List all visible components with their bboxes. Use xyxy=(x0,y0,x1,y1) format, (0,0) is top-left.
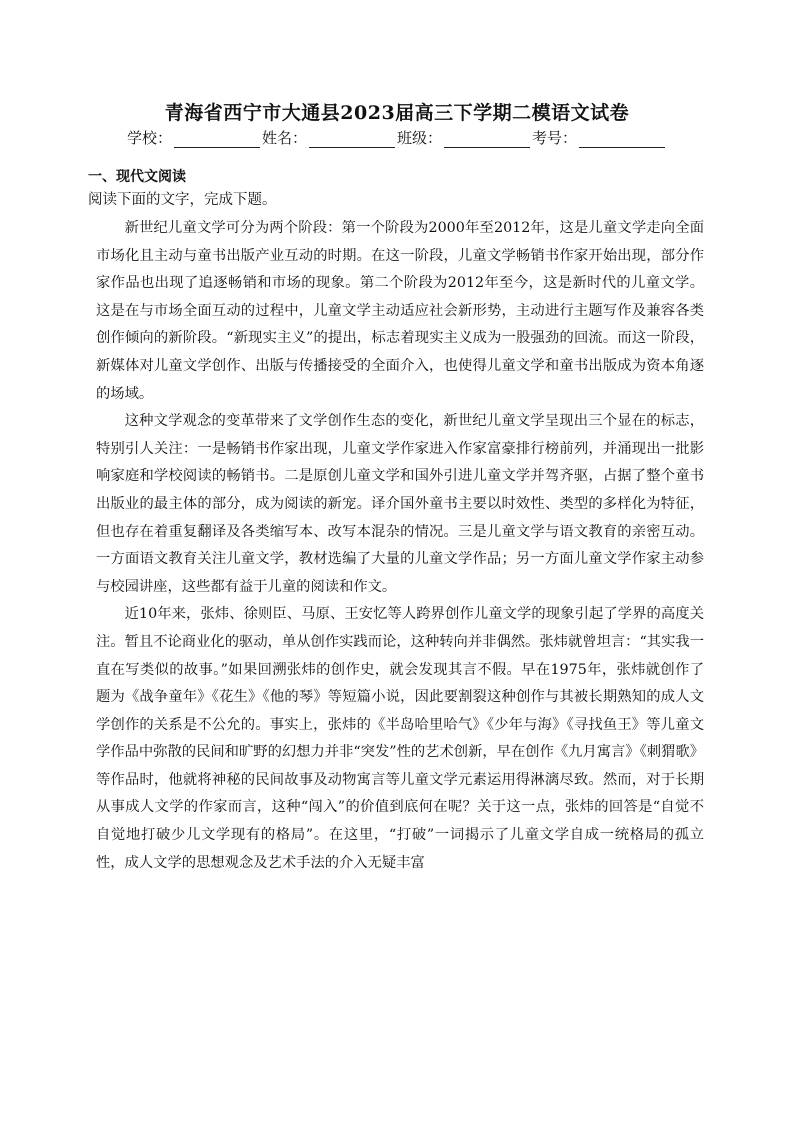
section-heading: 一、现代文阅读 xyxy=(88,169,186,185)
reading-passage xyxy=(96,215,704,877)
school-blank xyxy=(174,131,260,148)
exam-number-blank xyxy=(579,131,665,148)
name-field xyxy=(262,127,397,148)
class-field xyxy=(397,127,532,148)
class-blank xyxy=(444,131,530,148)
name-blank xyxy=(309,131,395,148)
school-label: 学校： xyxy=(126,129,172,147)
exam-title: 青海省西宁市大通县2023届高三下学期二模语文试卷 xyxy=(164,102,630,124)
exam-number-label: 考号： xyxy=(532,129,578,147)
class-label: 班级： xyxy=(397,129,443,147)
passage-paragraph-3: 近10年来，张炜、徐则臣、马原、王安忆等人跨界创作儿童文学的现象引起了学界的高度关注。暂且不论商业化的驱动，单从创作实践而论，这种转向并非偶然。张炜就曾坦言：“其实我一直在写类似的故事。”如果回溯张炜的创作史，就会发现其言不假。早在1975年，张炜就创作了题为《战争童年》《花生》《他的琴》等短篇小说，因此要割裂这种创作与其被长期熟知的成人文学创作的关系是不公允的。事实上，张炜的《半岛哈里哈气》《少年与海》《寻找鱼王》等儿童文学作品中弥散的民间和旷野的幻想力并非“突发”性的艺术创新，早在创作《九月寓言》《刺猬歌》等作品时，他就将神秘的民间故事及动物寓言等儿童文学元素运用得淋漓尽致。然而，对于长期从事成人文学的作家而言，这种“闯入”的价值到底何在呢？关于这一点，张炜的回答是“自觉不自觉地打破少儿文学现有的格局”。在这里，“打破”一词揭示了儿童文学自成一统格局的孤立性，成人文学的思想观念及艺术手法的介入无疑丰富 xyxy=(96,606,704,871)
passage-paragraph-1: 新世纪儿童文学可分为两个阶段：第一个阶段为2000年至2012年，这是儿童文学走向全面市场化且主动与童书出版产业互动的时期。在这一阶段，儿童文学畅销书作家开始出现，部分作家作品也出现了追逐畅销和市场的现象。第二个阶段为2012年至今，这是新时代的儿童文学。这是在与市场全面互动的过程中，儿童文学主动适应社会新形势，主动进行主题写作及兼容各类创作倾向的新阶段。“新现实主义”的提出，标志着现实主义成为一股强劲的回流。而这一阶段，新媒体对儿童文学创作、出版与传播接受的全面介入，也使得儿童文学和童书出版成为资本角逐的场域。 xyxy=(96,220,704,402)
name-label: 姓名： xyxy=(261,129,307,147)
school-field xyxy=(127,127,262,148)
exam-number-field xyxy=(532,127,667,148)
student-info-line xyxy=(0,127,794,148)
passage-paragraph-2: 这种文学观念的变革带来了文学创作生态的变化，新世纪儿童文学呈现出三个显在的标志，特别引人关注：一是畅销书作家出现，儿童文学作家进入作家富豪排行榜前列，并涌现出一批影响家庭和学校阅读的畅销书。二是原创儿童文学和国外引进儿童文学并驾齐驱，占据了整个童书出版业的最主体的部分，成为阅读的新宠。译介国外童书主要以时效性、类型的多样化为特征，但也存在着重复翻译及各类缩写本、改写本混杂的情况。三是儿童文学与语文教育的亲密互动。一方面语文教育关注儿童文学，教材选编了大量的儿童文学作品；另一方面儿童文学作家主动参与校园讲座，这些都有益于儿童的阅读和作文。 xyxy=(96,413,704,595)
reading-instruction: 阅读下面的文字，完成下题。 xyxy=(88,192,277,208)
